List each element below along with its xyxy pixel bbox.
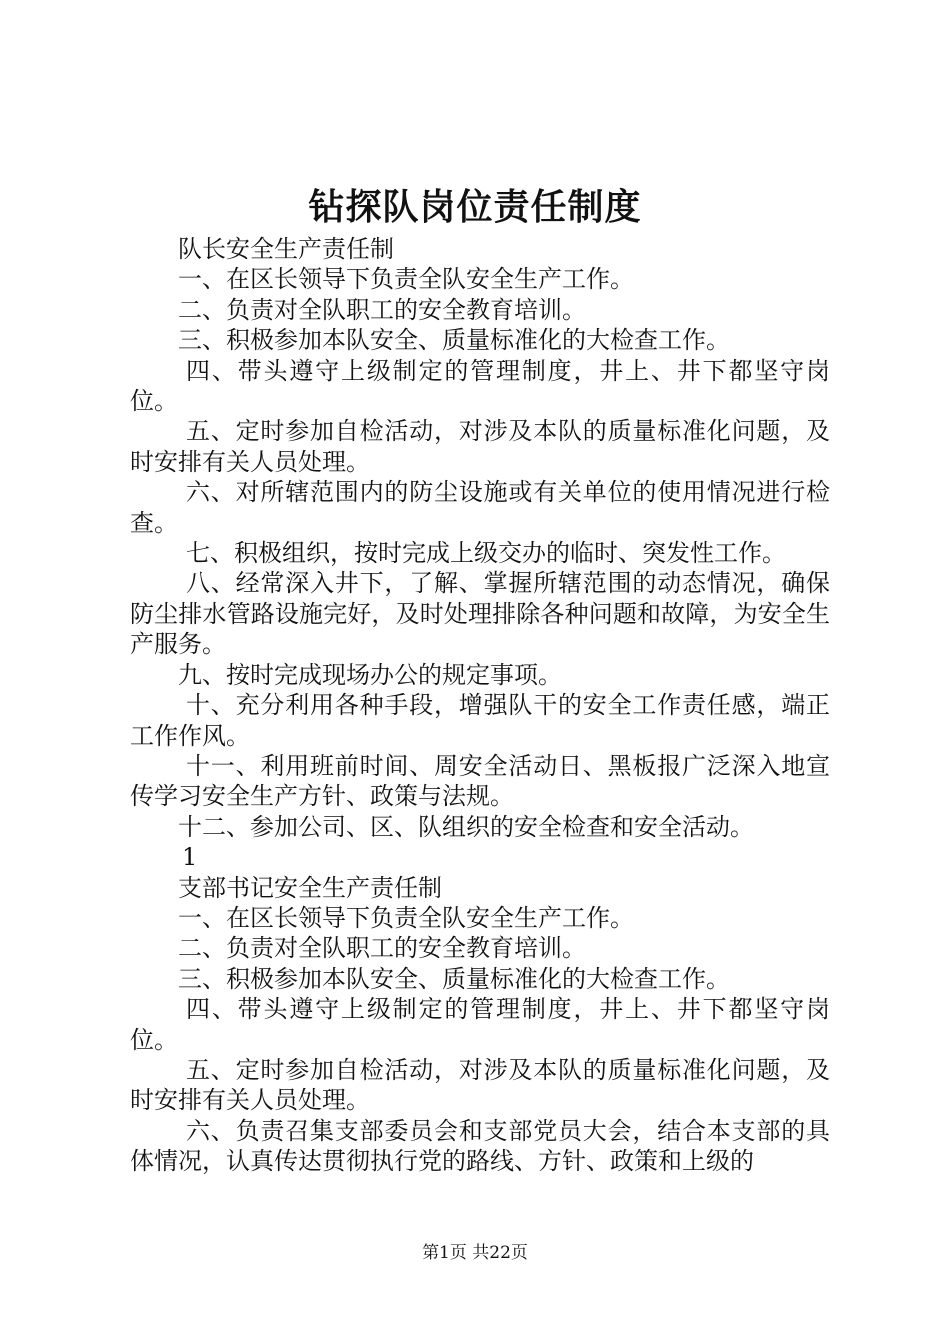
paragraph: 八、经常深入井下，了解、掌握所辖范围的动态情况，确保防尘排水管路设施完好，及时处理排除各种问题和故障，为安全生产服务。 — [130, 569, 830, 659]
paragraph: 三、积极参加本队安全、质量标准化的大检查工作。 — [178, 326, 730, 355]
paragraph: 二、负责对全队职工的安全教育培训。 — [178, 295, 586, 324]
paragraph: 七、积极组织，按时完成上级交办的临时、突发性工作。 — [186, 539, 786, 568]
paragraph: 一、在区长领导下负责全队安全生产工作。 — [178, 265, 634, 294]
paragraph: 六、对所辖范围内的防尘设施或有关单位的使用情况进行检查。 — [130, 478, 830, 537]
paragraph: 二、负责对全队职工的安全教育培训。 — [178, 934, 586, 963]
paragraph: 九、按时完成现场办公的规定事项。 — [178, 660, 562, 689]
paragraph: 队长安全生产责任制 — [178, 235, 394, 263]
paragraph: 四、带头遵守上级制定的管理制度，井上、井下都坚守岗位。 — [130, 356, 830, 416]
paragraph: 十、充分利用各种手段，增强队干的安全工作责任感，端正工作作风。 — [130, 691, 830, 750]
paragraph: 支部书记安全生产责任制 — [178, 873, 442, 902]
paragraph: 十二、参加公司、区、队组织的安全检查和安全活动。 — [178, 812, 754, 841]
paragraph: 四、带头遵守上级制定的管理制度，井上、井下都坚守岗位。 — [130, 995, 830, 1054]
document-title: 钻探队岗位责任制度 — [308, 186, 642, 228]
paragraph: 十一、利用班前时间、周安全活动日、黑板报广泛深入地宣传学习安全生产方针、政策与法规。 — [130, 751, 830, 811]
paragraph: 五、定时参加自检活动，对涉及本队的质量标准化问题，及时安排有关人员处理。 — [130, 1055, 830, 1115]
inline-page-number: 1 — [182, 843, 198, 872]
paragraph: 五、定时参加自检活动，对涉及本队的质量标准化问题，及时安排有关人员处理。 — [130, 417, 830, 476]
paragraph: 三、积极参加本队安全、质量标准化的大检查工作。 — [178, 964, 730, 993]
document-body — [130, 234, 830, 1177]
paragraph: 一、在区长领导下负责全队安全生产工作。 — [178, 903, 634, 932]
paragraph: 六、负责召集支部委员会和支部党员大会，结合本支部的具体情况，认真传达贯彻执行党的路线、方针、政策和上级的 — [130, 1116, 830, 1176]
page-footer: 第1页 共22页 — [422, 1243, 528, 1263]
